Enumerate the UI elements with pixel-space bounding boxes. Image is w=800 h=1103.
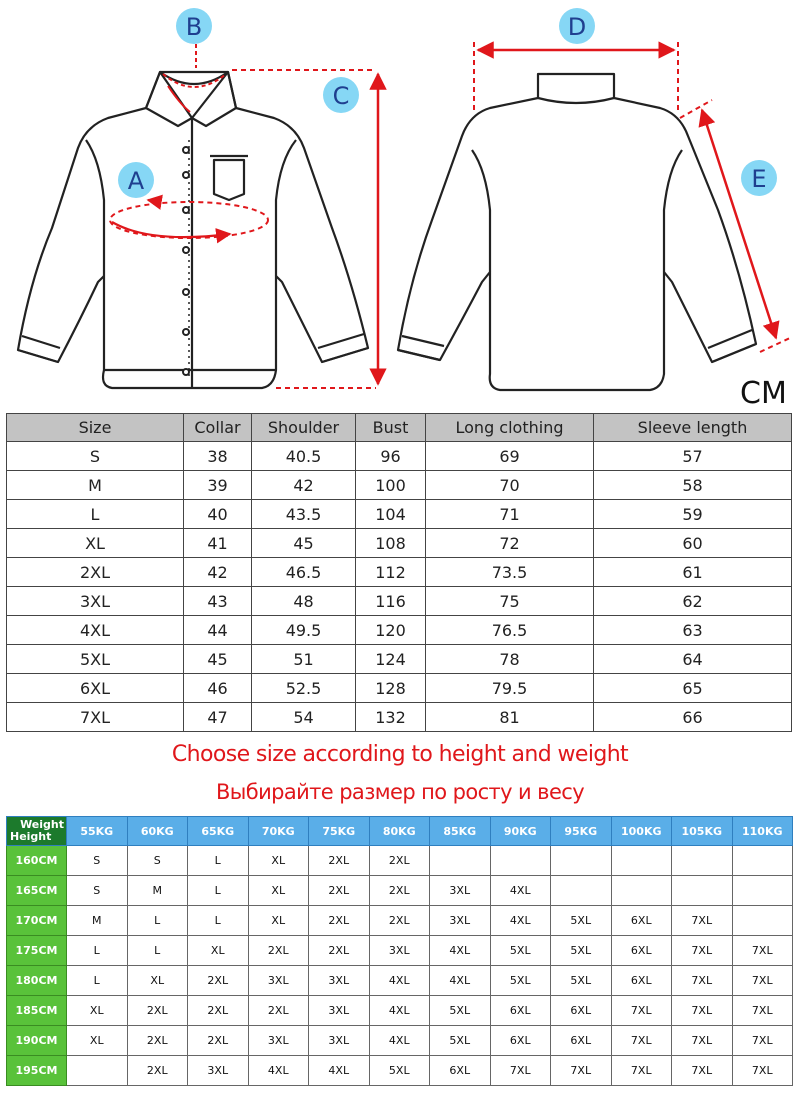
height-cell: 195CM <box>7 1056 67 1086</box>
size-cell: 43.5 <box>252 500 356 529</box>
front-shirt-outline <box>18 72 368 388</box>
fit-size-cell: L <box>188 906 249 936</box>
fit-size-cell: 3XL <box>248 966 309 996</box>
fit-size-cell: L <box>67 966 128 996</box>
size-row <box>7 500 792 529</box>
size-cell: 38 <box>184 442 252 471</box>
fit-size-cell <box>611 846 672 876</box>
fit-size-cell: 7XL <box>732 936 793 966</box>
fit-size-cell: XL <box>248 846 309 876</box>
fit-size-cell: L <box>127 936 188 966</box>
size-cell: 104 <box>356 500 426 529</box>
corner-height-label: Height <box>10 830 52 843</box>
fit-size-cell: 7XL <box>611 1026 672 1056</box>
height-cell: 190CM <box>7 1026 67 1056</box>
size-cell: 39 <box>184 471 252 500</box>
sleeve-measure-line <box>680 100 790 352</box>
fit-size-cell: 7XL <box>732 966 793 996</box>
size-cell: 52.5 <box>252 674 356 703</box>
size-row <box>7 616 792 645</box>
fit-row <box>7 876 793 906</box>
fit-table-header <box>7 817 793 846</box>
height-cell: 165CM <box>7 876 67 906</box>
fit-size-cell <box>551 846 612 876</box>
size-row <box>7 645 792 674</box>
fit-size-cell: 5XL <box>430 996 491 1026</box>
fit-size-cell: L <box>127 906 188 936</box>
fit-size-cell: 6XL <box>430 1056 491 1086</box>
size-cell: 58 <box>594 471 792 500</box>
size-cell: 71 <box>426 500 594 529</box>
size-cell: 65 <box>594 674 792 703</box>
svg-text:A: A <box>127 167 145 195</box>
size-cell: 132 <box>356 703 426 732</box>
weight-header-cell: 110KG <box>732 817 793 846</box>
fit-size-cell: L <box>188 846 249 876</box>
size-cell: 78 <box>426 645 594 674</box>
size-cell: 66 <box>594 703 792 732</box>
fit-size-cell: 7XL <box>672 996 733 1026</box>
size-cell: 40 <box>184 500 252 529</box>
shoulder-measure-line <box>474 42 678 112</box>
fit-size-cell: 6XL <box>490 996 551 1026</box>
fit-size-cell: S <box>67 876 128 906</box>
fit-size-cell: 3XL <box>188 1056 249 1086</box>
size-cell: L <box>7 500 184 529</box>
size-cell: 44 <box>184 616 252 645</box>
height-cell: 185CM <box>7 996 67 1026</box>
fit-size-cell <box>490 846 551 876</box>
fit-size-cell <box>672 846 733 876</box>
fit-size-cell: 2XL <box>188 1026 249 1056</box>
length-measure-line <box>232 70 378 388</box>
size-cell: 72 <box>426 529 594 558</box>
fit-row <box>7 966 793 996</box>
size-cell: 108 <box>356 529 426 558</box>
size-row <box>7 558 792 587</box>
svg-text:E: E <box>751 165 767 193</box>
fit-size-cell: 5XL <box>551 936 612 966</box>
fit-size-cell: 5XL <box>430 1026 491 1056</box>
size-cell: 57 <box>594 442 792 471</box>
weight-header-cell: 95KG <box>551 817 612 846</box>
fit-size-cell: S <box>67 846 128 876</box>
fit-size-cell: 3XL <box>248 1026 309 1056</box>
fit-size-cell: 7XL <box>672 966 733 996</box>
height-cell: 160CM <box>7 846 67 876</box>
svg-text:B: B <box>185 13 203 41</box>
fit-size-cell: 7XL <box>732 996 793 1026</box>
fit-size-cell: 2XL <box>369 846 430 876</box>
fit-size-cell: 2XL <box>369 906 430 936</box>
fit-size-cell: 2XL <box>309 876 370 906</box>
fit-size-cell: 3XL <box>309 966 370 996</box>
fit-size-cell: 2XL <box>127 1056 188 1086</box>
weight-header-cell: 60KG <box>127 817 188 846</box>
unit-label: CM <box>740 376 787 411</box>
size-cell: 40.5 <box>252 442 356 471</box>
weight-header-cell: 65KG <box>188 817 249 846</box>
weight-header-cell: 75KG <box>309 817 370 846</box>
size-cell: 120 <box>356 616 426 645</box>
size-row <box>7 442 792 471</box>
weight-header-cell: 70KG <box>248 817 309 846</box>
height-cell: 180CM <box>7 966 67 996</box>
size-cell: M <box>7 471 184 500</box>
fit-size-cell: 7XL <box>672 1026 733 1056</box>
size-cell: 43 <box>184 587 252 616</box>
size-cell: 42 <box>184 558 252 587</box>
size-cell: XL <box>7 529 184 558</box>
size-cell: 46.5 <box>252 558 356 587</box>
size-cell: 69 <box>426 442 594 471</box>
size-cell: 62 <box>594 587 792 616</box>
fit-row <box>7 936 793 966</box>
fit-size-cell: 2XL <box>248 936 309 966</box>
fit-size-cell: 7XL <box>672 1056 733 1086</box>
size-cell: 48 <box>252 587 356 616</box>
fit-size-cell: XL <box>67 996 128 1026</box>
fit-size-cell: M <box>67 906 128 936</box>
fit-size-cell: 7XL <box>732 1056 793 1086</box>
fit-size-cell: 3XL <box>309 996 370 1026</box>
fit-row <box>7 906 793 936</box>
fit-size-cell: 4XL <box>430 966 491 996</box>
size-cell: 79.5 <box>426 674 594 703</box>
marker-a <box>118 162 154 198</box>
fit-size-cell: 4XL <box>369 966 430 996</box>
size-row <box>7 703 792 732</box>
size-chart-header <box>7 414 792 442</box>
size-cell: 49.5 <box>252 616 356 645</box>
size-cell: 4XL <box>7 616 184 645</box>
fit-size-cell: 2XL <box>127 1026 188 1056</box>
height-weight-table <box>6 816 793 1086</box>
size-cell: 128 <box>356 674 426 703</box>
fit-size-cell: L <box>188 876 249 906</box>
fit-row <box>7 1026 793 1056</box>
size-header-cell: Collar <box>184 414 252 442</box>
fit-size-cell: 5XL <box>551 906 612 936</box>
fit-size-cell: 2XL <box>309 846 370 876</box>
size-cell: 45 <box>184 645 252 674</box>
fit-size-cell: 2XL <box>369 876 430 906</box>
fit-size-cell: 7XL <box>490 1056 551 1086</box>
fit-size-cell: 3XL <box>430 906 491 936</box>
height-cell: 175CM <box>7 936 67 966</box>
fit-size-cell: 2XL <box>188 966 249 996</box>
headline-russian: Выбирайте размер по росту и весу <box>215 780 585 804</box>
size-header-cell: Sleeve length <box>594 414 792 442</box>
fit-size-cell: 5XL <box>551 966 612 996</box>
fit-size-cell: 6XL <box>551 1026 612 1056</box>
fit-size-cell: 7XL <box>672 906 733 936</box>
height-cell: 170CM <box>7 906 67 936</box>
fit-size-cell: XL <box>67 1026 128 1056</box>
size-cell: 63 <box>594 616 792 645</box>
fit-size-cell: 6XL <box>551 996 612 1026</box>
size-cell: 6XL <box>7 674 184 703</box>
size-cell: S <box>7 442 184 471</box>
size-cell: 45 <box>252 529 356 558</box>
size-cell: 61 <box>594 558 792 587</box>
fit-size-cell: XL <box>127 966 188 996</box>
fit-size-cell: 4XL <box>369 996 430 1026</box>
size-row <box>7 587 792 616</box>
fit-size-cell <box>67 1056 128 1086</box>
front-buttons <box>183 147 189 375</box>
weight-header-cell: 90KG <box>490 817 551 846</box>
svg-text:D: D <box>567 13 587 41</box>
fit-size-cell: 4XL <box>248 1056 309 1086</box>
fit-size-cell: 7XL <box>672 936 733 966</box>
size-cell: 76.5 <box>426 616 594 645</box>
fit-size-cell: 2XL <box>127 996 188 1026</box>
fit-size-cell: M <box>127 876 188 906</box>
fit-size-cell: 6XL <box>611 906 672 936</box>
fit-size-cell: 2XL <box>188 996 249 1026</box>
fit-size-cell: 7XL <box>732 1026 793 1056</box>
size-cell: 3XL <box>7 587 184 616</box>
size-cell: 73.5 <box>426 558 594 587</box>
size-cell: 81 <box>426 703 594 732</box>
shirt-measurement-diagram <box>0 0 800 405</box>
size-cell: 75 <box>426 587 594 616</box>
fit-size-cell: 2XL <box>248 996 309 1026</box>
fit-size-cell: 3XL <box>309 1026 370 1056</box>
weight-header-cell: 80KG <box>369 817 430 846</box>
fit-size-cell <box>551 876 612 906</box>
fit-size-cell: 2XL <box>309 936 370 966</box>
fit-size-cell <box>611 876 672 906</box>
size-cell: 54 <box>252 703 356 732</box>
fit-size-cell <box>732 846 793 876</box>
size-header-cell: Shoulder <box>252 414 356 442</box>
size-cell: 7XL <box>7 703 184 732</box>
size-cell: 41 <box>184 529 252 558</box>
fit-row <box>7 1056 793 1086</box>
fit-size-cell: XL <box>188 936 249 966</box>
marker-e <box>741 160 777 196</box>
fit-size-cell: 3XL <box>430 876 491 906</box>
size-cell: 116 <box>356 587 426 616</box>
fit-row <box>7 846 793 876</box>
svg-text:C: C <box>332 82 350 110</box>
fit-size-cell: 5XL <box>490 936 551 966</box>
fit-size-cell: 6XL <box>611 936 672 966</box>
size-row <box>7 471 792 500</box>
weight-header-cell: 100KG <box>611 817 672 846</box>
size-cell: 100 <box>356 471 426 500</box>
fit-size-cell: 4XL <box>309 1056 370 1086</box>
fit-size-cell <box>732 906 793 936</box>
size-cell: 64 <box>594 645 792 674</box>
marker-d <box>559 8 595 44</box>
fit-size-cell: 4XL <box>490 906 551 936</box>
size-cell: 70 <box>426 471 594 500</box>
marker-c <box>323 77 359 113</box>
fit-size-cell: 4XL <box>369 1026 430 1056</box>
weight-height-corner <box>7 817 67 846</box>
size-cell: 112 <box>356 558 426 587</box>
size-cell: 2XL <box>7 558 184 587</box>
fit-size-cell: 6XL <box>490 1026 551 1056</box>
marker-b <box>176 8 212 44</box>
size-cell: 60 <box>594 529 792 558</box>
weight-header-cell: 105KG <box>672 817 733 846</box>
size-header-cell: Bust <box>356 414 426 442</box>
fit-size-cell: S <box>127 846 188 876</box>
weight-header-cell: 85KG <box>430 817 491 846</box>
fit-size-cell <box>430 846 491 876</box>
size-header-cell: Long clothing <box>426 414 594 442</box>
headline-english: Choose size according to height and weight <box>171 742 629 767</box>
fit-size-cell <box>732 876 793 906</box>
fit-size-cell: 7XL <box>551 1056 612 1086</box>
fit-size-cell: XL <box>248 906 309 936</box>
fit-size-cell: 3XL <box>369 936 430 966</box>
fit-row <box>7 996 793 1026</box>
size-cell: 124 <box>356 645 426 674</box>
fit-size-cell: 6XL <box>611 966 672 996</box>
corner-weight-label: Weight <box>20 818 64 831</box>
fit-size-cell: 7XL <box>611 996 672 1026</box>
fit-size-cell: 2XL <box>309 906 370 936</box>
back-shirt-outline <box>398 74 756 390</box>
fit-size-cell: 5XL <box>490 966 551 996</box>
fit-size-cell: 7XL <box>611 1056 672 1086</box>
size-cell: 47 <box>184 703 252 732</box>
size-cell: 5XL <box>7 645 184 674</box>
size-chart-table <box>6 413 792 732</box>
fit-size-cell: 4XL <box>430 936 491 966</box>
fit-size-cell: XL <box>248 876 309 906</box>
size-row <box>7 529 792 558</box>
fit-size-cell: 5XL <box>369 1056 430 1086</box>
size-cell: 59 <box>594 500 792 529</box>
size-header-cell: Size <box>7 414 184 442</box>
weight-header-cell: 55KG <box>67 817 128 846</box>
fit-size-cell <box>672 876 733 906</box>
fit-size-cell: 4XL <box>490 876 551 906</box>
size-row <box>7 674 792 703</box>
size-cell: 96 <box>356 442 426 471</box>
size-cell: 51 <box>252 645 356 674</box>
size-cell: 46 <box>184 674 252 703</box>
fit-size-cell: L <box>67 936 128 966</box>
size-cell: 42 <box>252 471 356 500</box>
